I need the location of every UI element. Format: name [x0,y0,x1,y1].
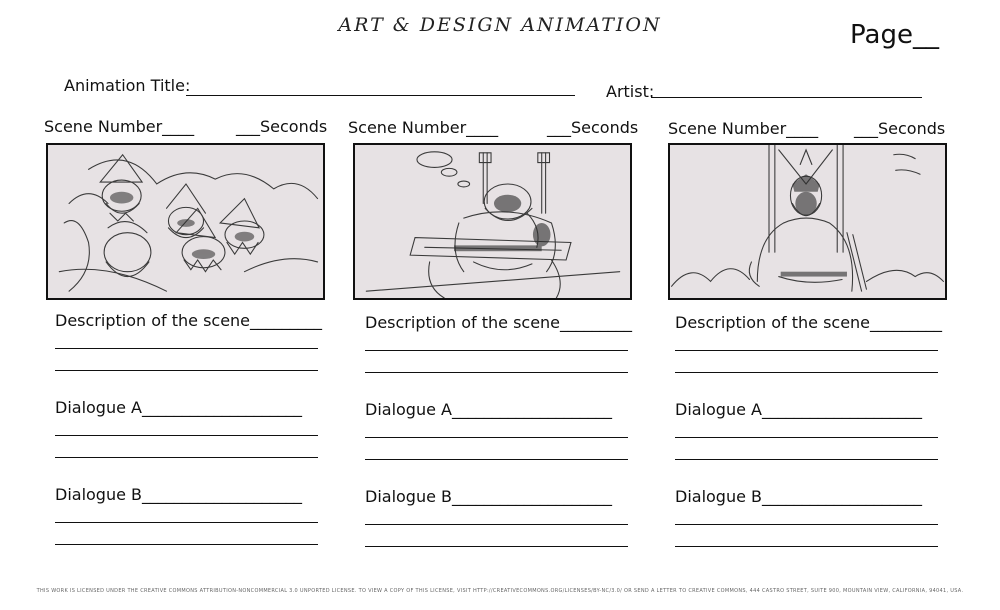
scene-number-label: Scene Number____ [44,117,195,136]
dialogue-a-label: Dialogue A____________________ [675,400,922,419]
sketch-dwarves-drawing [48,145,323,298]
description-line[interactable] [365,350,628,351]
dialogue-b-line[interactable] [675,546,938,547]
storyboard-frame-1 [46,143,325,300]
description-label: Description of the scene_________ [675,313,943,332]
scene-number-label: Scene Number____ [668,119,819,138]
description-line[interactable] [55,370,318,371]
dialogue-a-line[interactable] [365,437,628,438]
seconds-label: ___Seconds [547,118,639,137]
description-line[interactable] [365,372,628,373]
dialogue-a-line[interactable] [675,459,938,460]
document-title: ART & DESIGN ANIMATION [338,14,662,36]
dialogue-b-line[interactable] [675,524,938,525]
dialogue-b-line[interactable] [55,544,318,545]
dialogue-a-line[interactable] [675,437,938,438]
dialogue-b-line[interactable] [55,522,318,523]
description-line[interactable] [55,348,318,349]
description-label: Description of the scene_________ [55,311,323,330]
seconds-label: ___Seconds [854,119,946,138]
description-label: Description of the scene_________ [365,313,633,332]
sketch-king-on-throne-drawing [355,145,630,298]
animation-title-line[interactable] [186,95,575,96]
storyboard-frame-3 [668,143,947,300]
dialogue-b-line[interactable] [365,546,628,547]
storyboard-frame-2 [353,143,632,300]
description-line[interactable] [675,350,938,351]
description-line[interactable] [675,372,938,373]
scene-number-label: Scene Number____ [348,118,499,137]
dialogue-a-line[interactable] [55,457,318,458]
dialogue-b-label: Dialogue B____________________ [365,487,613,506]
artist-label: Artist: [606,82,655,101]
seconds-label: ___Seconds [236,117,328,136]
license-footer: THIS WORK IS LICENSED UNDER THE CREATIVE COMMONS ATTRIBUTION-NONCOMMERCIAL 3.0 UNPORTED LICENSE. TO VIEW A COPY OF THIS LICENSE, VISIT HTTP://CREATIVECOMMONS.ORG/LICENSES/BY-NC/3.0/ OR SEND A LETTER TO CREATIVE COMMONS, 444 CASTRO STREET, SUITE 900, MOUNTAIN VIEW, CALIFORNIA, 94041, USA. [36,588,964,594]
artist-line[interactable] [651,97,922,98]
dialogue-b-label: Dialogue B____________________ [55,485,303,504]
sketch-horned-warrior-drawing [670,145,945,298]
dialogue-a-line[interactable] [365,459,628,460]
dialogue-a-label: Dialogue A____________________ [365,400,612,419]
dialogue-a-label: Dialogue A____________________ [55,398,302,417]
dialogue-b-line[interactable] [365,524,628,525]
dialogue-a-line[interactable] [55,435,318,436]
dialogue-b-label: Dialogue B____________________ [675,487,923,506]
page-number-field[interactable]: Page__ [850,20,939,50]
animation-title-label: Animation Title: [64,76,191,95]
